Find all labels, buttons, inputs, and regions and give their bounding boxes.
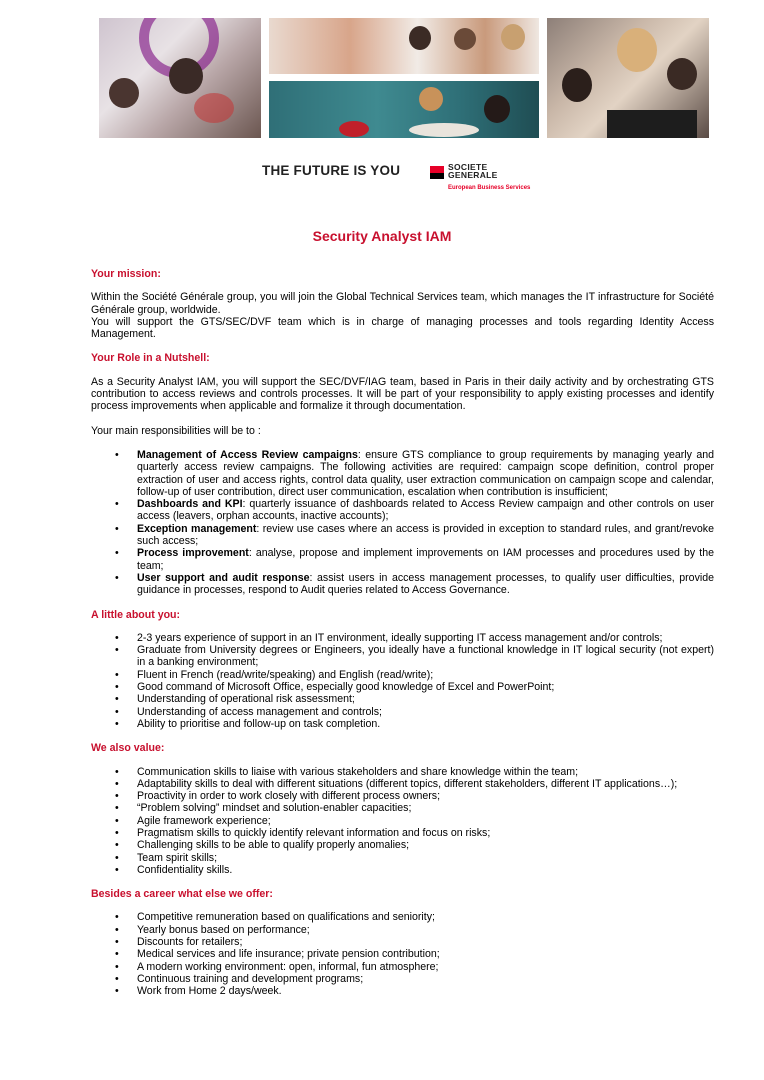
mission-text: Within the Société Générale group, you will join the Global Technical Services team, which manages the IT infrastructure for Société Générale group, worldwide. You will support the GTS/SEC/DVF team which is in charge of managing processes and tools regarding Identity Access Management. [91, 291, 714, 341]
list-item: • Yearly bonus based on performance; [137, 924, 714, 936]
list-item: • Team spirit skills; [137, 852, 714, 864]
role-text: As a Security Analyst IAM, you will support the SEC/DVF/IAG team, based in Paris in their daily activity and by orchestrating GTS contribution to access reviews and controls processes. It will be part of your responsibility to apply existing processes and identify process improvements when applicable and formalize it through documentation. [91, 375, 714, 413]
logo-subtitle: European Business Services [448, 185, 531, 191]
list-item: • Dashboards and KPI: quarterly issuance of dashboards related to Access Review campaign and other controls on user access (leavers, orphan accounts, inactive accounts); [137, 498, 714, 523]
list-item: • User support and audit response: assist users in access management processes, to qualify user difficulties, provide guidance in processes, respond to Audit queries related to Access Governance. [137, 572, 714, 597]
list-item: • Process improvement: analyse, propose and implement improvements on IAM processes and procedures used by the team; [137, 547, 714, 572]
section-heading-offer: Besides a career what else we offer: [91, 888, 273, 901]
list-item: • “Problem solving” mindset and solution-enabler capacities; [137, 802, 714, 814]
offer-list [91, 911, 714, 997]
list-item: • Fluent in French (read/write/speaking) and English (read/write); [137, 669, 714, 681]
list-item: • Proactivity in order to work closely with different process owners; [137, 790, 714, 802]
job-title: Security Analyst IAM [312, 228, 452, 244]
list-item: • Ability to prioritise and follow-up on task completion. [137, 718, 714, 730]
section-heading-role: Your Role in a Nutshell: [91, 352, 210, 365]
logo-brand: SOCIETE GENERALE [448, 162, 498, 180]
section-heading-about: A little about you: [91, 608, 181, 621]
list-item: • Understanding of access management and controls; [137, 706, 714, 718]
list-item: • Understanding of operational risk assessment; [137, 693, 714, 705]
section-heading-value: We also value: [91, 742, 165, 755]
list-item: • A modern working environment: open, informal, fun atmosphere; [137, 961, 714, 973]
office-photo-3 [269, 81, 539, 138]
company-logo [262, 163, 552, 195]
list-item: • Exception management: review use cases where an access is provided in exception to standard rules, and grant/revoke such access; [137, 523, 714, 548]
office-photo-2 [269, 18, 539, 74]
list-item: • Good command of Microsoft Office, especially good knowledge of Excel and PowerPoint; [137, 681, 714, 693]
list-item: • Discounts for retailers; [137, 936, 714, 948]
list-item: • Work from Home 2 days/week. [137, 985, 714, 997]
list-item: • Management of Access Review campaigns: ensure GTS compliance to group requirements by managing yearly and quarterly access review campaigns. The following activities are required: campaign scope definition, control proper extraction of user and access rights, control data quality, user extraction communication on campaign scope and calendar, follow-up of user contribution, direct user communication, escalation when contribution is insufficient; [137, 449, 714, 498]
section-heading-mission: Your mission: [91, 268, 161, 280]
office-photo-1 [99, 18, 261, 138]
list-item: • Communication skills to liaise with various stakeholders and share knowledge within the team; [137, 766, 714, 778]
header-photo-collage [99, 18, 709, 138]
list-item: • Continuous training and development programs; [137, 973, 714, 985]
list-item: • Medical services and life insurance; private pension contribution; [137, 948, 714, 960]
list-item: • Confidentiality skills. [137, 864, 714, 876]
office-photo-4 [547, 18, 709, 138]
about-list [91, 632, 714, 730]
list-item: • Pragmatism skills to quickly identify relevant information and focus on risks; [137, 827, 714, 839]
list-item: • Graduate from University degrees or Engineers, you ideally have a functional knowledge in IT logical security (not expert) in a banking environment; [137, 644, 714, 669]
list-item: • 2-3 years experience of support in an IT environment, ideally supporting IT access management and/or controls; [137, 632, 714, 644]
job-description [91, 268, 714, 1010]
list-item: • Adaptability skills to deal with different situations (different topics, different stakeholders, different IT applications…); [137, 778, 714, 790]
list-item: • Agile framework experience; [137, 815, 714, 827]
list-item: • Competitive remuneration based on qualifications and seniority; [137, 911, 714, 923]
list-item: • Challenging skills to be able to qualify properly anomalies; [137, 839, 714, 851]
responsibilities-list [91, 449, 714, 597]
societe-generale-logo-icon [430, 166, 444, 179]
logo-tagline: THE FUTURE IS YOU [262, 163, 401, 178]
responsibilities-intro: Your main responsibilities will be to : [91, 424, 261, 437]
value-list [91, 766, 714, 877]
